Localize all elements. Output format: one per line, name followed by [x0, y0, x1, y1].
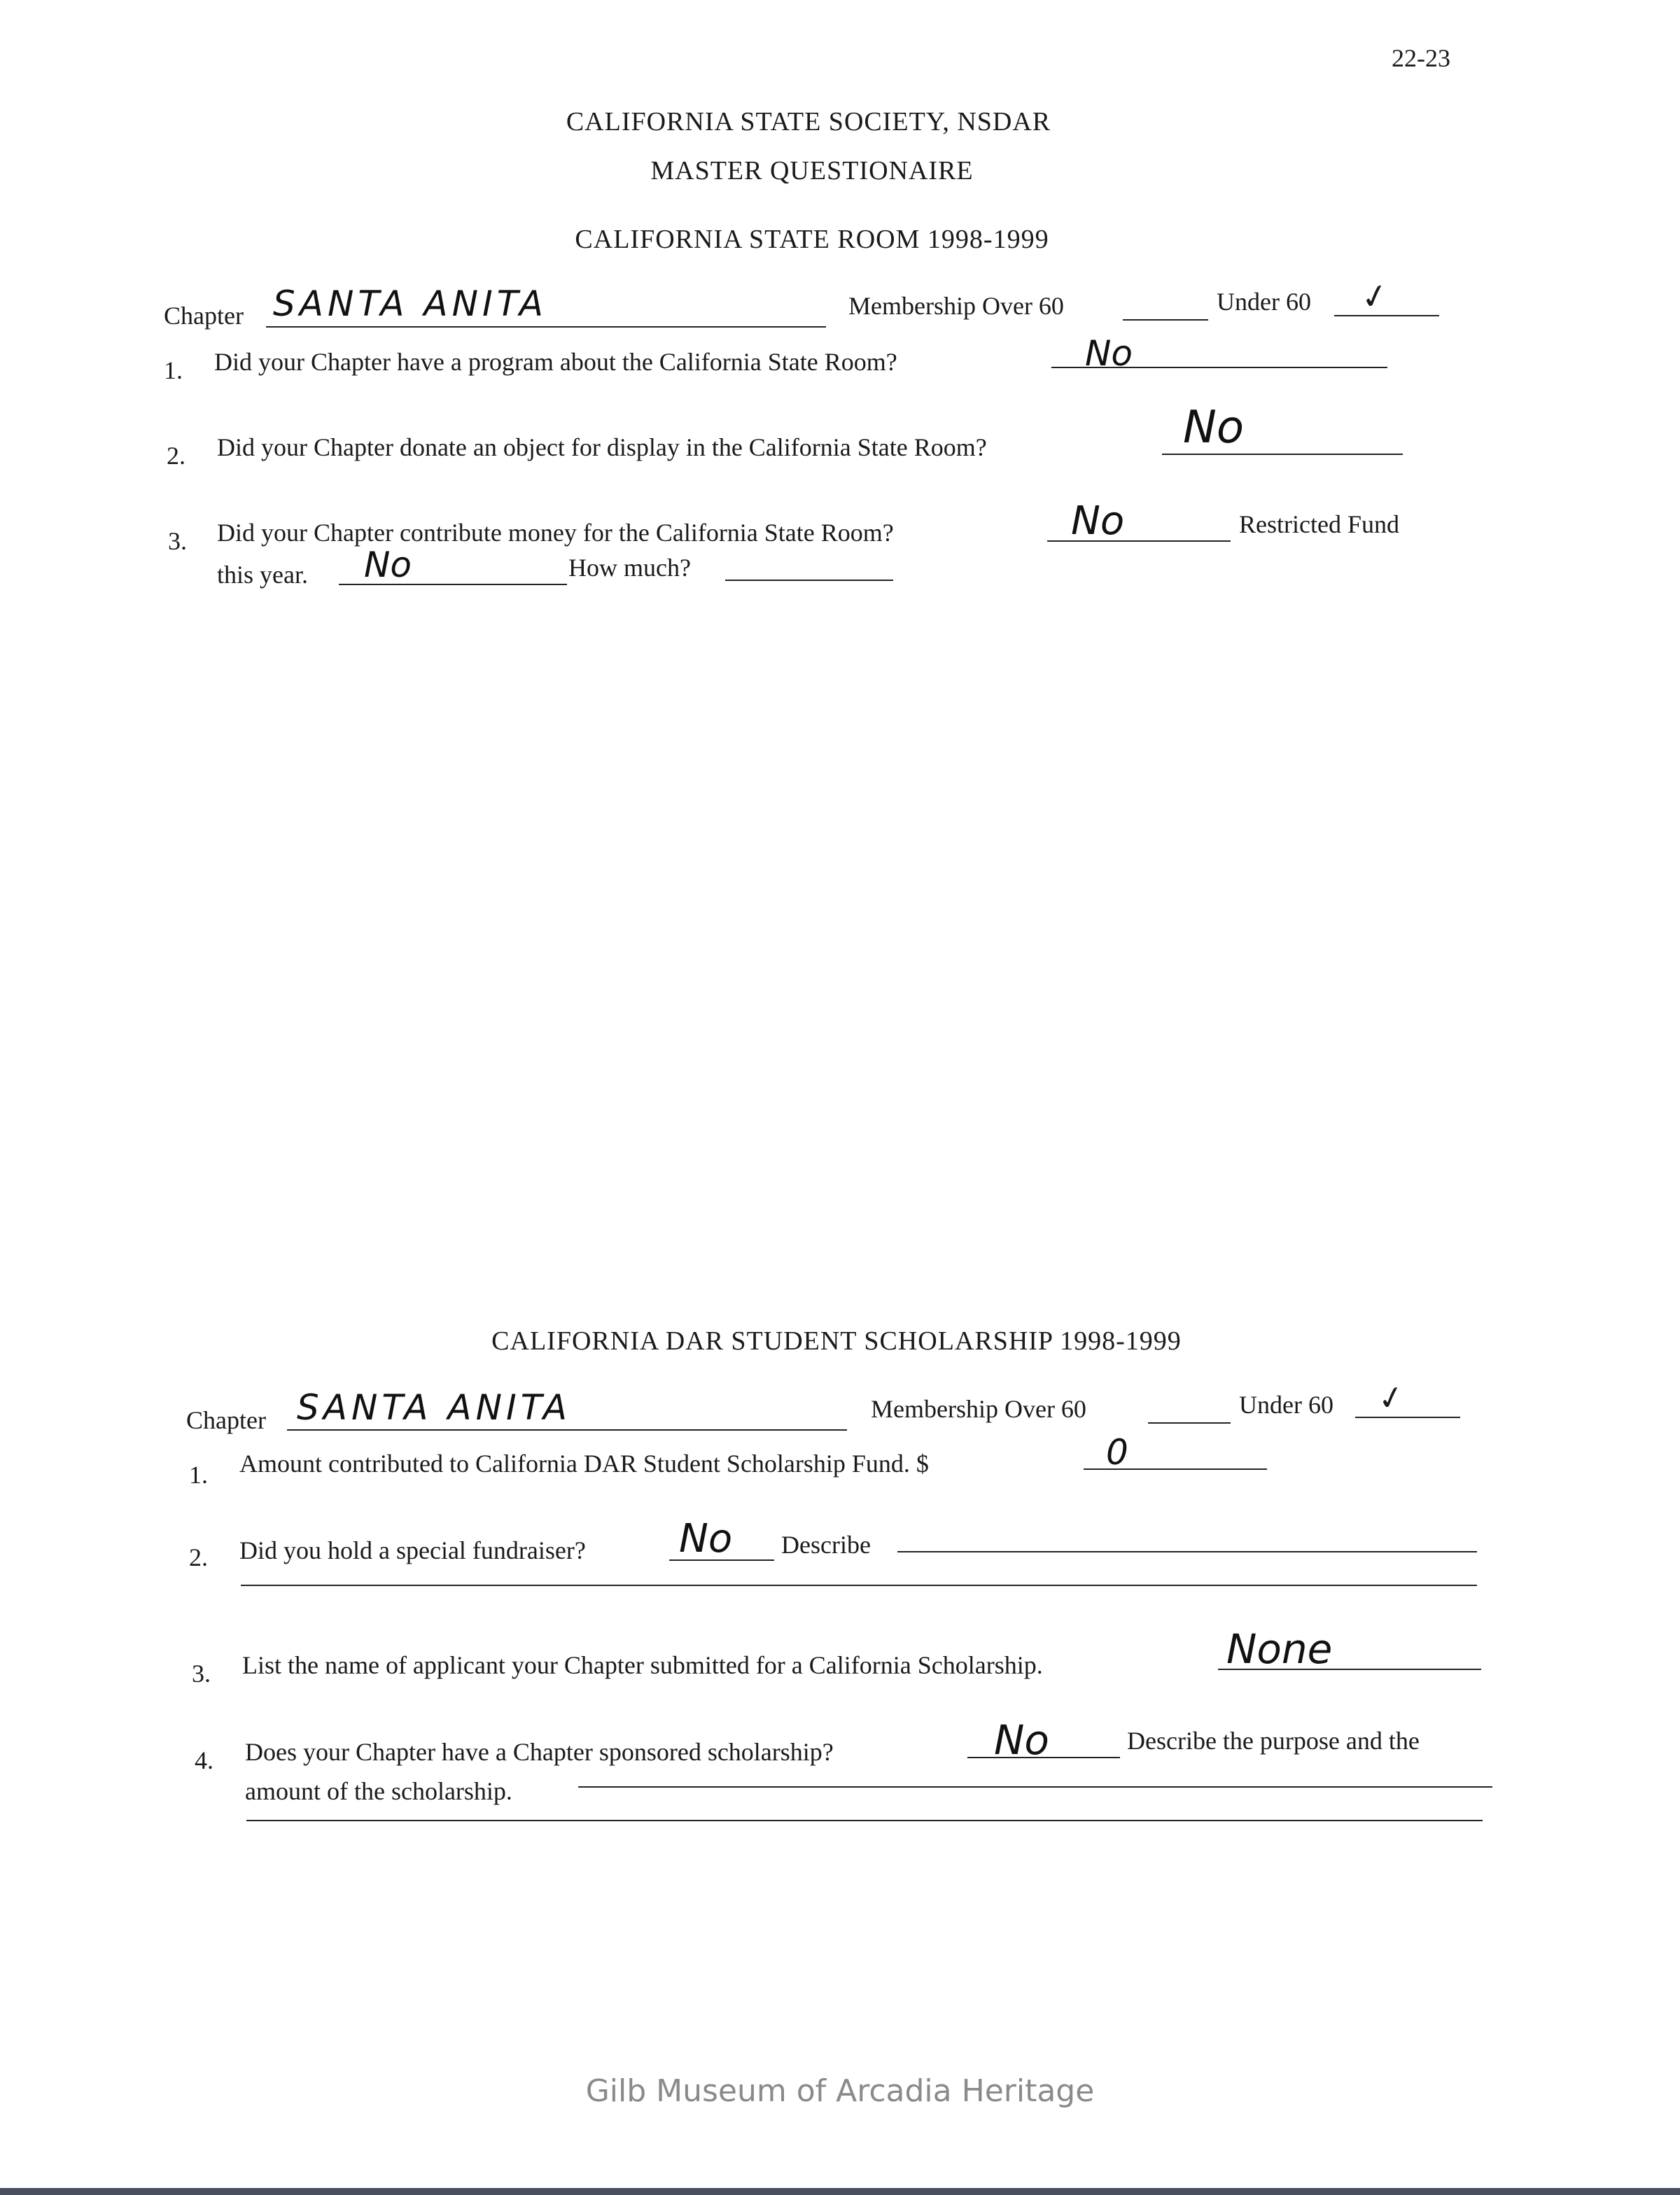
- q3-underline: [1047, 540, 1231, 542]
- sch-membership-over-blank: [1148, 1422, 1231, 1424]
- page-number: 22-23: [1392, 44, 1450, 72]
- sch-q4-text: Does your Chapter have a Chapter sponsored scholarship?: [245, 1738, 834, 1766]
- sch-q4-line2: amount of the scholarship.: [245, 1777, 512, 1805]
- q3-answer: No: [1071, 498, 1125, 544]
- sch-q3-answer: None: [1226, 1625, 1333, 1673]
- sch-q2-answer: No: [679, 1516, 733, 1562]
- sch-under-checkmark: ✓: [1373, 1376, 1408, 1419]
- sch-chapter-label: Chapter: [186, 1406, 266, 1434]
- chapter-value: SANTA ANITA: [273, 283, 547, 324]
- sch-q2-underline: [669, 1559, 774, 1561]
- sch-chapter-underline: [287, 1429, 847, 1431]
- sch-under-label: Under 60: [1239, 1391, 1334, 1419]
- under-checkmark: ✓: [1357, 274, 1393, 319]
- describe-line-2: [241, 1585, 1477, 1586]
- how-much-blank: [725, 580, 893, 581]
- how-much-label: How much?: [568, 554, 691, 582]
- q1-answer: No: [1085, 333, 1133, 374]
- sch-q1-underline: [1084, 1468, 1267, 1470]
- describe-label: Describe: [781, 1531, 871, 1559]
- under-blank: [1334, 315, 1439, 316]
- q2-answer: No: [1183, 402, 1245, 454]
- q1-text: Did your Chapter have a program about the California State Room?: [214, 348, 897, 376]
- membership-over-blank: [1123, 319, 1208, 321]
- sch-under-blank: [1355, 1417, 1460, 1418]
- q2-number: 2.: [167, 442, 186, 470]
- state-room-title: CALIFORNIA STATE ROOM 1998-1999: [575, 225, 1049, 254]
- describe-line-1: [897, 1551, 1477, 1552]
- q3-restricted-label: Restricted Fund: [1239, 510, 1399, 538]
- sch-q1-number: 1.: [189, 1461, 208, 1489]
- q3-year-answer: No: [364, 545, 412, 585]
- q3-year-label: this year.: [217, 561, 308, 589]
- sch-q4-describe-label: Describe the purpose and the: [1127, 1727, 1420, 1755]
- sch-q4-number: 4.: [195, 1746, 214, 1774]
- sch-q2-number: 2.: [189, 1543, 208, 1571]
- sch-q4-line-1: [578, 1786, 1492, 1788]
- chapter-underline: [266, 326, 826, 328]
- sch-q1-answer: 0: [1106, 1432, 1128, 1473]
- sch-q1-text: Amount contributed to California DAR Student Scholarship Fund. $: [239, 1450, 929, 1478]
- sch-q3-number: 3.: [192, 1660, 211, 1688]
- form-title: MASTER QUESTIONAIRE: [650, 156, 974, 185]
- q2-underline: [1162, 454, 1403, 455]
- q3-text: Did your Chapter contribute money for the California State Room?: [217, 519, 894, 547]
- chapter-label: Chapter: [164, 302, 244, 330]
- sch-membership-over-label: Membership Over 60: [871, 1395, 1086, 1423]
- q2-text: Did your Chapter donate an object for display in the California State Room?: [217, 433, 987, 461]
- museum-watermark: Gilb Museum of Arcadia Heritage: [585, 2073, 1095, 2109]
- q3-year-underline: [339, 584, 567, 585]
- sch-q4-line-2: [246, 1820, 1483, 1821]
- scholarship-title: CALIFORNIA DAR STUDENT SCHOLARSHIP 1998-1999: [491, 1326, 1182, 1356]
- org-heading: CALIFORNIA STATE SOCIETY, NSDAR: [566, 107, 1051, 136]
- sch-chapter-value: SANTA ANITA: [297, 1387, 571, 1428]
- sch-q3-underline: [1218, 1669, 1481, 1670]
- sch-q2-text: Did you hold a special fundraiser?: [239, 1536, 586, 1564]
- sch-q4-answer: No: [994, 1716, 1049, 1764]
- sch-q4-underline: [967, 1757, 1120, 1758]
- q1-number: 1.: [164, 356, 183, 384]
- q1-underline: [1051, 367, 1387, 368]
- q3-number: 3.: [168, 527, 187, 555]
- sch-q3-text: List the name of applicant your Chapter submitted for a California Scholarship.: [242, 1651, 1043, 1679]
- membership-over-label: Membership Over 60: [848, 292, 1064, 320]
- under-label: Under 60: [1217, 288, 1311, 316]
- scan-edge: [0, 2188, 1680, 2195]
